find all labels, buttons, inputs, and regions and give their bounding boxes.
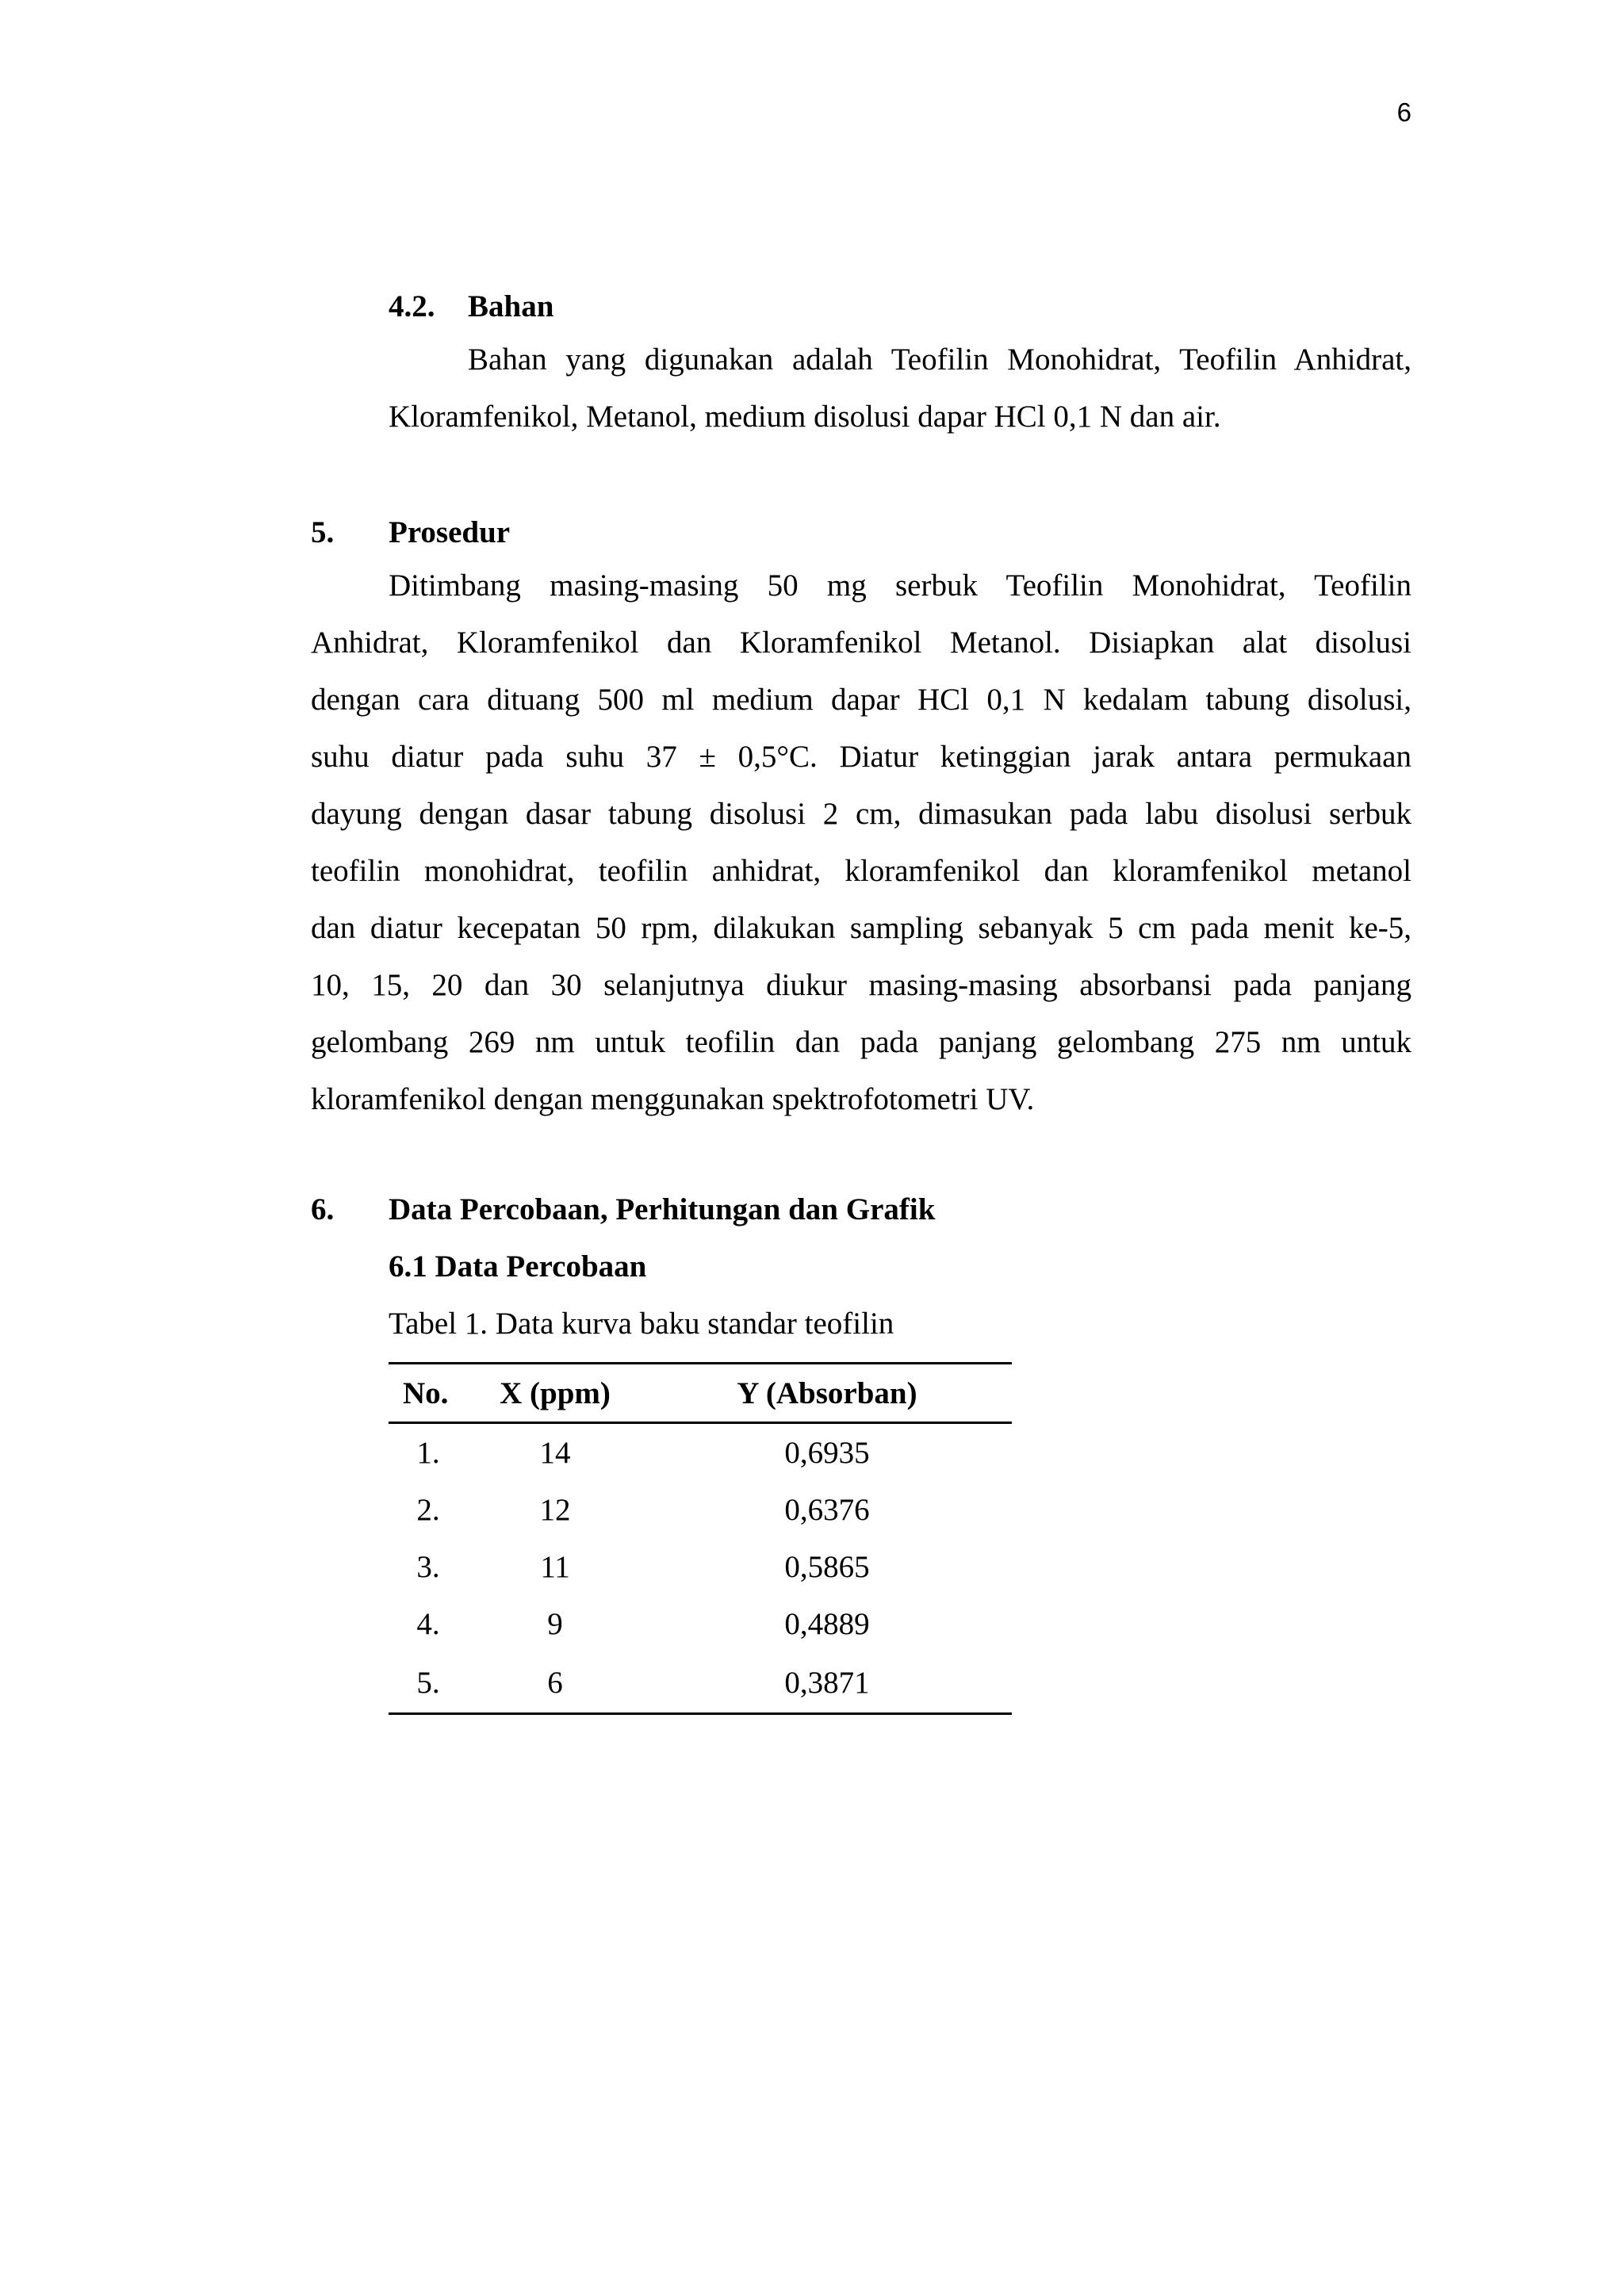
table-row	[389, 1595, 1012, 1652]
section-4-2-number: 4.2.	[389, 289, 435, 323]
cell-no: 1.	[416, 1435, 440, 1470]
table-caption: Tabel 1. Data kurva baku standar teofilin	[389, 1307, 894, 1341]
cell-y: 0,5865	[784, 1549, 870, 1584]
cell-y: 0,6376	[784, 1492, 870, 1527]
page-number: 6	[1396, 98, 1411, 127]
section-5-heading	[311, 514, 1025, 552]
cell-x: 6	[468, 1652, 642, 1714]
cell-x: 14	[539, 1435, 571, 1470]
paragraph-line: Anhidrat, Kloramfenikol dan Kloramfenikol Metanol. Disiapkan alat disolusi	[311, 626, 1411, 660]
paragraph-line: Ditimbang masing-masing 50 mg serbuk Teofilin Monohidrat, Teofilin	[389, 568, 1411, 603]
table-row	[389, 1652, 1012, 1714]
section-6-title: Data Percobaan, Perhitungan dan Grafik	[389, 1192, 936, 1226]
header-no: No.	[389, 1364, 468, 1423]
cell-no: 2.	[416, 1492, 440, 1527]
header-x: X (ppm)	[468, 1364, 642, 1423]
section-6-number: 6.	[311, 1192, 335, 1226]
table-row	[389, 1423, 1012, 1482]
header-y: Y (Absorban)	[642, 1364, 1012, 1423]
section-4-2-title: Bahan	[468, 289, 554, 323]
cell-no: 4.	[416, 1606, 440, 1641]
cell-x: 11	[540, 1549, 570, 1584]
paragraph-line: kloramfenikol dengan menggunakan spektrofotometri UV.	[311, 1082, 1035, 1116]
cell-no: 5.	[389, 1652, 468, 1714]
paragraph-line: gelombang 269 nm untuk teofilin dan pada panjang gelombang 275 nm untuk	[311, 1025, 1411, 1059]
table-row	[389, 1538, 1012, 1595]
cell-no: 3.	[416, 1549, 440, 1584]
cell-y: 0,4889	[784, 1606, 870, 1641]
table-row	[389, 1481, 1012, 1538]
paragraph-line: Kloramfenikol, Metanol, medium disolusi dapar HCl 0,1 N dan air.	[389, 400, 1221, 434]
paragraph-line: Bahan yang digunakan adalah Teofilin Monohidrat, Teofilin Anhidrat,	[468, 342, 1411, 377]
cell-x: 9	[547, 1606, 563, 1641]
section-5-number: 5.	[311, 515, 335, 549]
paragraph-line: dengan cara dituang 500 ml medium dapar HCl 0,1 N kedalam tabung disolusi,	[311, 683, 1411, 717]
section-5-title: Prosedur	[389, 515, 511, 549]
cell-y: 0,6935	[784, 1435, 870, 1470]
paragraph-line: dan diatur kecepatan 50 rpm, dilakukan sampling sebanyak 5 cm pada menit ke-5,	[311, 911, 1411, 945]
cell-x: 12	[539, 1492, 571, 1527]
paragraph-line: dayung dengan dasar tabung disolusi 2 cm, dimasukan pada labu disolusi serbuk	[311, 797, 1411, 831]
standard-curve-table	[389, 1362, 1012, 1715]
section-4-2-paragraph	[389, 331, 1411, 446]
section-4-2-heading	[389, 288, 1102, 326]
table-header-row	[389, 1364, 1012, 1423]
subsection-6-1-title: 6.1 Data Percobaan	[389, 1249, 647, 1284]
paragraph-line: teofilin monohidrat, teofilin anhidrat, kloramfenikol dan kloramfenikol metanol	[311, 854, 1411, 888]
section-6-heading	[311, 1191, 1104, 1229]
paragraph-line: suhu diatur pada suhu 37 ± 0,5°C. Diatur ketinggian jarak antara permukaan	[311, 740, 1411, 774]
cell-y: 0,3871	[642, 1652, 1012, 1714]
section-5-paragraph	[311, 557, 1411, 1128]
paragraph-line: 10, 15, 20 dan 30 selanjutnya diukur masing-masing absorbansi pada panjang	[311, 968, 1411, 1002]
